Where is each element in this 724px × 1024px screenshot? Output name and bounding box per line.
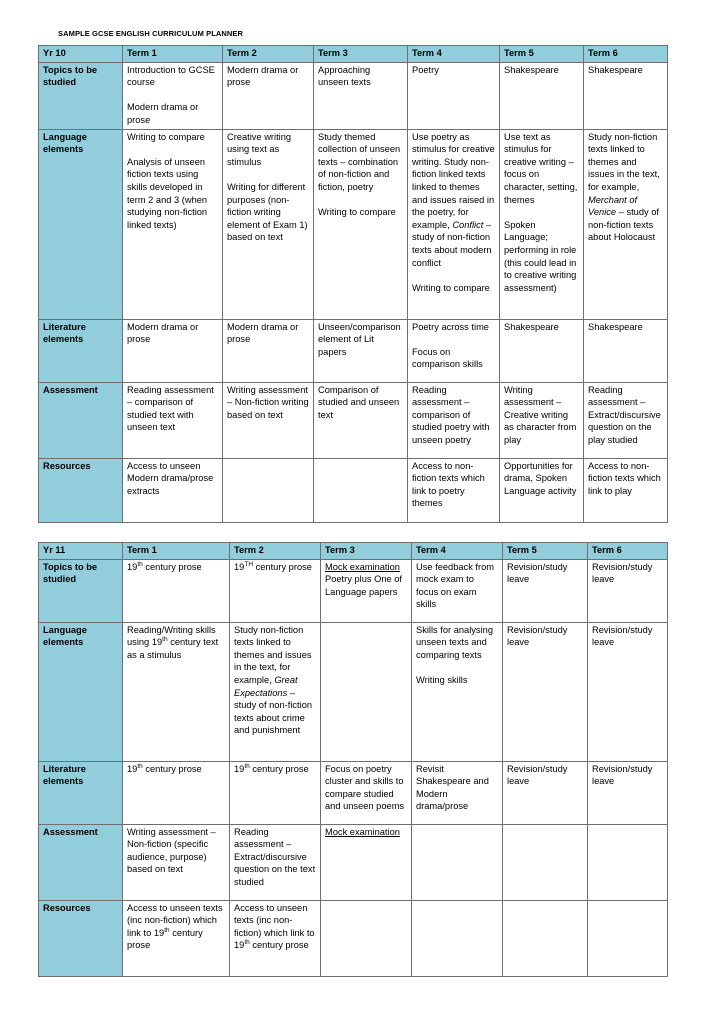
cell-text: Writing for different purposes (non-fiction writing element of Exam 1) based on text: [227, 181, 308, 243]
yr11-resources-term-6-cell: [588, 900, 668, 976]
yr11-assessment-term-4-cell: [412, 824, 503, 900]
yr10-resources-term-6-cell: Access to non-fiction texts which link to play: [584, 458, 668, 522]
yr10-header-row: [39, 46, 668, 63]
yr11-term-2-header: Term 2: [230, 543, 321, 560]
yr10-topics-term-3-cell: Approaching unseen texts: [314, 62, 408, 129]
cell-text: Introduction to GCSE course: [127, 64, 215, 88]
yr11-assessment-row-header: Assessment: [39, 824, 123, 900]
yr10-topics-term-4-cell: Poetry: [408, 62, 500, 129]
cell-text: Creative writing using text as stimulus: [227, 131, 292, 167]
yr10-language-term-2-cell: [223, 129, 314, 319]
yr10-language-term-1-cell: [123, 129, 223, 319]
yr10-literature-term-4-cell: [408, 319, 500, 382]
yr11-assessment-term-2-cell: Reading assessment – Extract/discursive question on the text studied: [230, 824, 321, 900]
yr10-planner-table: [38, 45, 668, 523]
yr11-language-term-1-cell: [123, 622, 230, 761]
ordinal-suffix: th: [164, 926, 170, 934]
yr10-assessment-term-4-cell: Reading assessment – comparison of studied poetry with unseen poetry: [408, 382, 500, 458]
yr10-term-4-header: Term 4: [408, 46, 500, 63]
yr10-term-2-header: Term 2: [223, 46, 314, 63]
yr11-resources-row-header: Resources: [39, 900, 123, 976]
yr11-literature-term-2-cell: [230, 761, 321, 824]
yr11-language-row-header: Language elements: [39, 622, 123, 761]
yr11-topics-term-1-cell: [123, 559, 230, 622]
yr11-assessment-term-1-cell: Writing assessment – Non-fiction (specific audience, purpose) based on text: [123, 824, 230, 900]
yr11-literature-term-3-cell: Focus on poetry cluster and skills to compare studied and unseen poems: [321, 761, 412, 824]
cell-text: Use poetry as stimulus for creative writing. Study non-fiction linked texts linked to themes and issues raised in the poetry, for example,: [412, 131, 495, 230]
yr11-header-row: [39, 543, 668, 560]
yr10-language-term-4-cell: [408, 129, 500, 319]
yr10-assessment-row-header: Assessment: [39, 382, 123, 458]
cell-text: Use text as stimulus for creative writing – focus on character, setting, themes: [504, 131, 578, 205]
yr10-assessment-row: [39, 382, 668, 458]
yr10-literature-term-1-cell: Modern drama or prose: [123, 319, 223, 382]
cell-text: Writing to compare: [127, 131, 205, 142]
ordinal-suffix: th: [244, 762, 250, 770]
cell-text: century prose: [145, 763, 202, 774]
yr11-topics-row-header: Topics to be studied: [39, 559, 123, 622]
cell-text-italic: Great Expectations: [234, 674, 298, 698]
cell-text: – study of non-fiction texts about crime and punishment: [234, 687, 313, 736]
yr10-language-row-header: Language elements: [39, 129, 123, 319]
yr11-topics-term-5-cell: Revision/study leave: [503, 559, 588, 622]
yr10-assessment-term-5-cell: Writing assessment – Creative writing as character from play: [500, 382, 584, 458]
yr11-term-1-header: Term 1: [123, 543, 230, 560]
yr10-topics-row: [39, 62, 668, 129]
cell-text: century prose: [145, 561, 202, 572]
mock-examination-text: Mock examination: [325, 561, 400, 572]
yr11-literature-term-5-cell: Revision/study leave: [503, 761, 588, 824]
yr10-term-6-header: Term 6: [584, 46, 668, 63]
yr10-topics-term-6-cell: Shakespeare: [584, 62, 668, 129]
cell-text-italic: Merchant of Venice: [588, 194, 638, 218]
yr11-resources-term-2-cell: [230, 900, 321, 976]
yr10-resources-term-4-cell: Access to non-fiction texts which link to poetry themes: [408, 458, 500, 522]
yr10-topics-term-2-cell: Modern drama or prose: [223, 62, 314, 129]
cell-text: Writing to compare: [412, 282, 490, 293]
yr10-term-1-header: Term 1: [123, 46, 223, 63]
cell-text: Writing to compare: [318, 207, 396, 218]
yr10-literature-row: [39, 319, 668, 382]
yr11-assessment-term-5-cell: [503, 824, 588, 900]
century-number: 19: [127, 763, 138, 774]
yr10-term-5-header: Term 5: [500, 46, 584, 63]
yr10-topics-row-header: Topics to be studied: [39, 62, 123, 129]
cell-text: – study of non-fiction texts about Holocaust: [588, 207, 659, 243]
ordinal-suffix: TH: [244, 560, 254, 568]
yr11-topics-term-3-cell: [321, 559, 412, 622]
cell-text-italic: Conflict: [452, 219, 484, 230]
yr11-planner-table: [38, 542, 668, 977]
yr11-language-term-4-cell: [412, 622, 503, 761]
yr10-topics-term-1-cell: [123, 62, 223, 129]
cell-text: Study non-fiction texts linked to themes and issues in the text, for example,: [234, 624, 312, 685]
yr11-resources-term-5-cell: [503, 900, 588, 976]
cell-text: century prose: [252, 763, 309, 774]
yr10-language-term-5-cell: [500, 129, 584, 319]
yr10-literature-term-3-cell: Unseen/comparison element of Lit papers: [314, 319, 408, 382]
yr11-literature-row-header: Literature elements: [39, 761, 123, 824]
cell-text: Access to unseen texts (inc non-fiction) which link to: [234, 902, 315, 938]
yr10-assessment-term-3-cell: Comparison of studied and unseen text: [314, 382, 408, 458]
yr11-resources-row: [39, 900, 668, 976]
yr11-language-row: [39, 622, 668, 761]
cell-text: century text as a stimulus: [127, 637, 219, 660]
yr10-literature-term-5-cell: Shakespeare: [500, 319, 584, 382]
yr11-language-term-3-cell: [321, 622, 412, 761]
cell-text: – study of non-fiction texts about modern conflict: [412, 219, 492, 268]
cell-text: Focus on comparison skills: [412, 346, 483, 370]
yr11-topics-term-6-cell: Revision/study leave: [588, 559, 668, 622]
cell-text: century prose: [127, 927, 203, 951]
yr10-resources-row-header: Resources: [39, 458, 123, 522]
cell-text: Writing skills: [416, 674, 468, 685]
century-number: 19: [127, 561, 138, 572]
yr10-language-row: [39, 129, 668, 319]
yr11-resources-term-4-cell: [412, 900, 503, 976]
cell-text: Reading/Writing skills using: [127, 624, 216, 648]
ordinal-suffix: th: [162, 636, 168, 644]
yr11-topics-term-4-cell: Use feedback from mock exam to focus on exam skills: [412, 559, 503, 622]
yr10-assessment-term-6-cell: Reading assessment – Extract/discursive question on the play studied: [584, 382, 668, 458]
yr11-language-term-5-cell: Revision/study leave: [503, 622, 588, 761]
yr11-topics-term-2-cell: [230, 559, 321, 622]
ordinal-suffix: th: [244, 939, 250, 947]
cell-text: Access to unseen texts (inc non-fiction) which link to: [127, 902, 223, 938]
yr10-resources-term-5-cell: Opportunities for drama, Spoken Language activity: [500, 458, 584, 522]
mock-examination-text: Mock examination: [325, 826, 400, 837]
yr10-resources-row: [39, 458, 668, 522]
cell-text: Poetry across time: [412, 321, 489, 332]
yr11-literature-row: [39, 761, 668, 824]
cell-text: century prose: [252, 940, 309, 951]
cell-text: Study non-fiction texts linked to themes and issues in the text, for example,: [588, 131, 660, 192]
page-title: SAMPLE GCSE ENGLISH CURRICULUM PLANNER: [58, 29, 244, 38]
yr10-assessment-term-1-cell: Reading assessment – comparison of studied text with unseen text: [123, 382, 223, 458]
yr10-resources-term-1-cell: Access to unseen Modern drama/prose extracts: [123, 458, 223, 522]
yr10-assessment-term-2-cell: Writing assessment – Non-fiction writing based on text: [223, 382, 314, 458]
ordinal-suffix: th: [137, 762, 143, 770]
yr10-language-term-3-cell: [314, 129, 408, 319]
century-number: 19: [234, 940, 245, 951]
yr11-topics-row: [39, 559, 668, 622]
yr11-term-4-header: Term 4: [412, 543, 503, 560]
yr10-language-term-6-cell: [584, 129, 668, 319]
yr11-literature-term-4-cell: Revisit Shakespeare and Modern drama/prose: [412, 761, 503, 824]
yr11-resources-term-3-cell: [321, 900, 412, 976]
yr11-assessment-term-3-cell: [321, 824, 412, 900]
yr10-resources-term-2-cell: [223, 458, 314, 522]
century-number: 19: [234, 561, 245, 572]
yr10-literature-term-2-cell: Modern drama or prose: [223, 319, 314, 382]
cell-text: Study themed collection of unseen texts – combination of non-fiction and fiction, poetry: [318, 131, 401, 192]
cell-text: Spoken Language; performing in role (this could lead in to creative writing assessment): [504, 219, 577, 293]
cell-text: Poetry plus One of Language papers: [325, 574, 402, 597]
yr10-term-3-header: Term 3: [314, 46, 408, 63]
yr10-resources-term-3-cell: [314, 458, 408, 522]
yr11-literature-term-1-cell: [123, 761, 230, 824]
cell-text: century prose: [255, 561, 312, 572]
yr11-assessment-term-6-cell: [588, 824, 668, 900]
century-number: 19: [234, 763, 245, 774]
ordinal-suffix: th: [137, 560, 143, 568]
yr11-term-5-header: Term 5: [503, 543, 588, 560]
yr11-term-3-header: Term 3: [321, 543, 412, 560]
yr10-literature-row-header: Literature elements: [39, 319, 123, 382]
century-number: 19: [151, 637, 163, 648]
yr11-language-term-2-cell: [230, 622, 321, 761]
yr11-literature-term-6-cell: Revision/study leave: [588, 761, 668, 824]
yr10-label: Yr 10: [39, 46, 123, 63]
yr11-label: Yr 11: [39, 543, 123, 560]
yr10-topics-term-5-cell: Shakespeare: [500, 62, 584, 129]
cell-text: Modern drama or prose: [127, 102, 199, 125]
yr11-assessment-row: [39, 824, 668, 900]
yr11-resources-term-1-cell: [123, 900, 230, 976]
cell-text: Skills for analysing unseen texts and comparing texts: [416, 624, 493, 660]
yr11-language-term-6-cell: Revision/study leave: [588, 622, 668, 761]
cell-text: Analysis of unseen fiction texts using skills developed in term 2 and 3 (when studying non-fiction linked texts): [127, 156, 208, 230]
yr10-literature-term-6-cell: Shakespeare: [584, 319, 668, 382]
century-number: 19: [153, 927, 165, 938]
yr11-term-6-header: Term 6: [588, 543, 668, 560]
